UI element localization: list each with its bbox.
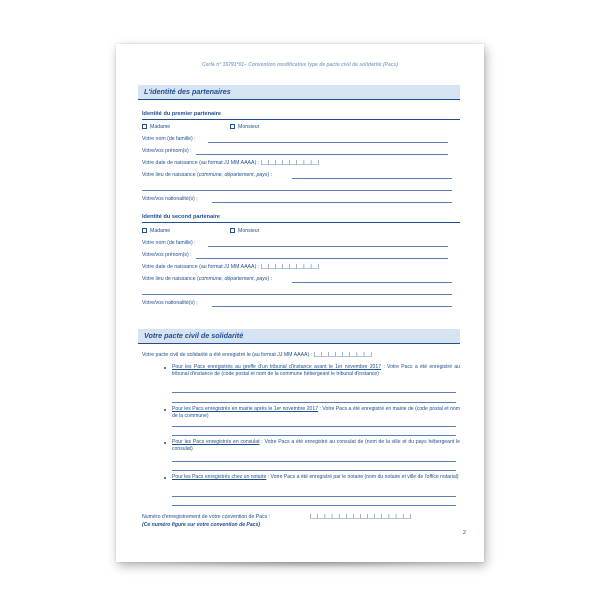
bullet	[164, 477, 166, 479]
bullet-tribunal: Pour les Pacs enregistrés au greffe d'un tribunal d'instance avant le 1er novembre 2017 : Votre Pacs a été enregistré au tribunal d'instance de (code postal et nom de la commune hébergeant le tribunal d'instance)	[172, 364, 460, 377]
section-divider	[138, 343, 460, 344]
consulat-field[interactable]	[172, 461, 456, 462]
cerfa-header: Cerfa n° 15791*01– Convention modificative type de pacte civil de solidarité (Pacs)	[202, 62, 398, 68]
nationalite-label-2: Votre/vos nationalité(s) :	[142, 300, 198, 306]
lieu-field-2-line2[interactable]	[142, 294, 452, 295]
lieu-field-2[interactable]	[292, 282, 452, 283]
nationalite-field-2[interactable]	[212, 306, 452, 307]
madame-checkbox-1[interactable]	[142, 124, 147, 129]
page-number: 2	[462, 530, 466, 536]
prenoms-field-2[interactable]	[196, 258, 448, 259]
lieu-field-1[interactable]	[292, 178, 452, 179]
tribunal-field-line2[interactable]	[172, 402, 456, 403]
lieu-field-1-line2[interactable]	[142, 190, 452, 191]
monsieur-option-2[interactable]	[230, 228, 259, 234]
nationalite-field-1[interactable]	[212, 202, 452, 203]
numero-label: Numéro d'enregistrement de votre convention de Pacs :	[142, 514, 271, 520]
bullet-notaire: Pour les Pacs enregistrés chez un notaire : Votre Pacs a été enregistré par le notaire (nom du notaire et ville de l'office notarial)	[172, 474, 459, 480]
prenoms-label-1: Votre/vos prénom(s) :	[142, 148, 192, 154]
form-page	[116, 44, 484, 562]
heading-underline	[142, 119, 460, 120]
madame-option-1[interactable]	[142, 124, 170, 130]
nationalite-label-1: Votre/vos nationalité(s) :	[142, 196, 198, 202]
naissance-field-1[interactable]: Votre date de naissance (au format JJ MM AAAA) : |__|__|__|__|__|__|__|__|	[142, 160, 319, 166]
heading-underline	[142, 222, 460, 223]
nom-label-2: Votre nom (de famille) :	[142, 240, 196, 246]
madame-label-1: Madame	[150, 124, 171, 130]
prenoms-field-1[interactable]	[196, 154, 448, 155]
enregistre-date-field[interactable]: Votre pacte civil de solidarité a été enregistré le (au format JJ MM AAAA) : |__|__|__|__|__|__|__|__|	[142, 352, 372, 358]
madame-option-2[interactable]	[142, 228, 170, 234]
lieu-label-1: Votre lieu de naissance (commune, département, pays) :	[142, 172, 273, 178]
naissance-field-2[interactable]: Votre date de naissance (au format JJ MM AAAA) : |__|__|__|__|__|__|__|__|	[142, 264, 319, 270]
monsieur-label-2: Monsieur	[238, 228, 260, 234]
madame-label-2: Madame	[150, 228, 171, 234]
monsieur-label-1: Monsieur	[238, 124, 260, 130]
bullet	[164, 409, 166, 411]
section-pacs-title: Votre pacte civil de solidarité	[138, 329, 460, 343]
tribunal-field[interactable]	[172, 392, 456, 393]
bullet	[164, 367, 166, 369]
notaire-field-line2[interactable]	[172, 505, 456, 506]
bullet-mairie: Pour les Pacs enregistrés en mairie après le 1er novembre 2017 : Votre Pacs a été enregistré en mairie de (code postal et nom de la commune)	[172, 406, 460, 419]
monsieur-option-1[interactable]	[230, 124, 259, 130]
nom-label-1: Votre nom (de famille) :	[142, 136, 196, 142]
bullet	[164, 442, 166, 444]
first-partner-heading: Identité du premier partenaire	[142, 111, 221, 117]
numero-field[interactable]: |__|__|__|__|__|__|__|__|__|__|__|__|__|__|	[310, 514, 411, 520]
second-partner-heading: Identité du second partenaire	[142, 214, 221, 220]
monsieur-checkbox-2[interactable]	[230, 228, 235, 233]
numero-note: (Ce numéro figure sur votre convention de Pacs)	[142, 522, 261, 528]
consulat-field-line2[interactable]	[172, 470, 456, 471]
nom-field-2[interactable]	[208, 246, 448, 247]
notaire-field[interactable]	[172, 496, 456, 497]
lieu-label-2: Votre lieu de naissance (commune, département, pays) :	[142, 276, 273, 282]
mairie-field[interactable]	[172, 426, 456, 427]
nom-field-1[interactable]	[208, 142, 448, 143]
mairie-field-line2[interactable]	[172, 435, 456, 436]
section-divider	[138, 99, 460, 100]
madame-checkbox-2[interactable]	[142, 228, 147, 233]
section-identity-title: L'identité des partenaires	[138, 85, 460, 99]
prenoms-label-2: Votre/vos prénom(s) :	[142, 252, 192, 258]
bullet-consulat: Pour les Pacs enregistrés en consulat : Votre Pacs a été enregistré au consulat de (nom de la ville et du pays hébergeant le consulat)	[172, 439, 460, 452]
monsieur-checkbox-1[interactable]	[230, 124, 235, 129]
